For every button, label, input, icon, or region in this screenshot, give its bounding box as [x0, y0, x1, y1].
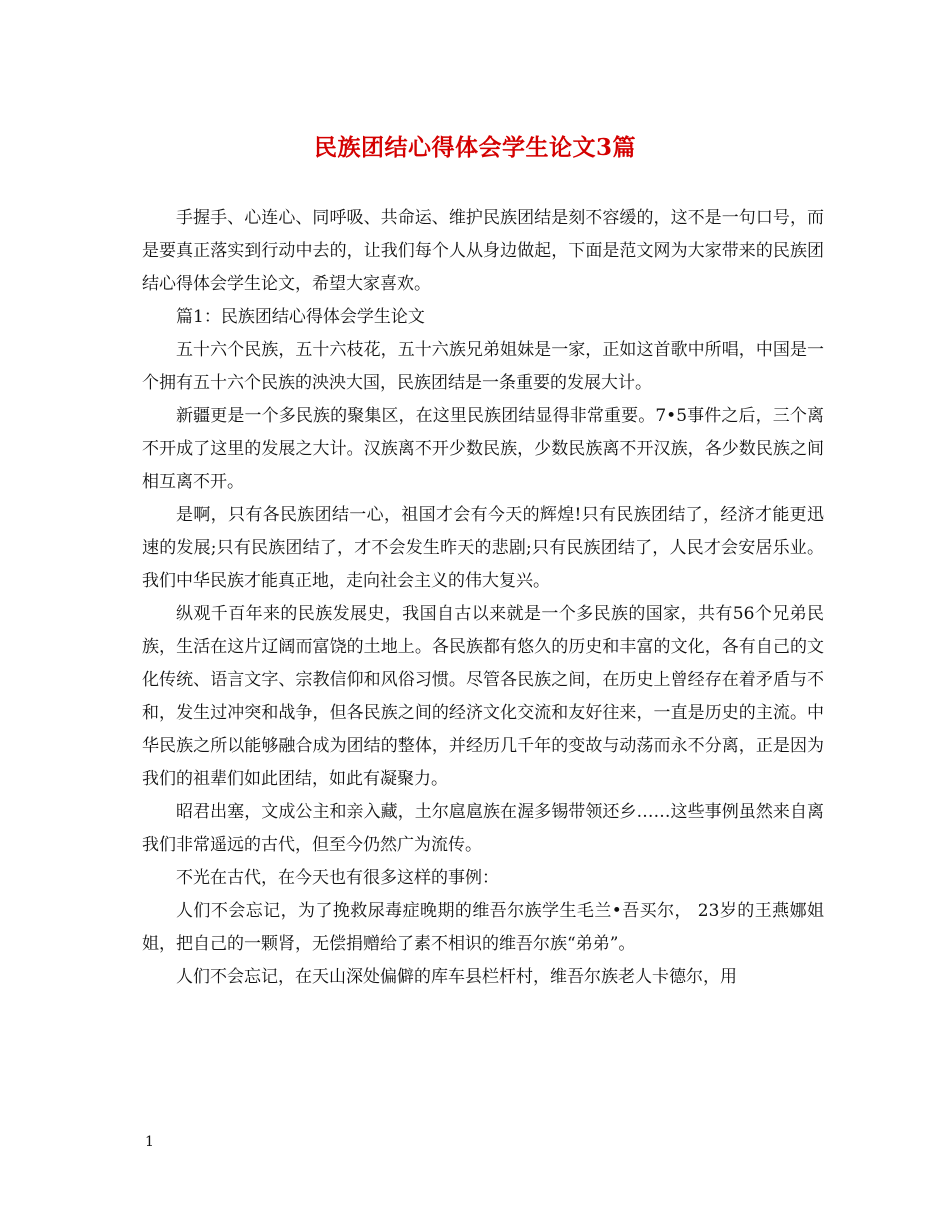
paragraph: 五十六个民族，五十六枝花，五十六族兄弟姐妹是一家，正如这首歌中所唱，中国是一个拥有五十六个民族的泱泱大国，民族团结是一条重要的发展大计。 [142, 340, 824, 393]
paragraph: 人们不会忘记，为了挽救尿毒症晚期的维吾尔族学生毛兰•吾买尔， 23岁的王燕娜姐姐，把自己的一颗肾，无偿捐赠给了素不相识的维吾尔族“弟弟”。 [142, 901, 824, 954]
document-title: 民族团结心得体会学生论文3篇 [313, 134, 636, 161]
document-body [142, 202, 824, 994]
paragraph: 昭君出塞，文成公主和亲入藏，土尔扈扈族在渥多锡带领还乡……这些事例虽然来自离我们非常遥远的古代，但至今仍然广为流传。 [142, 802, 824, 855]
paragraph: 不光在古代，在今天也有很多这样的事例： [176, 868, 499, 888]
page-number: 1 [145, 1134, 154, 1150]
paragraph-intro: 手握手、心连心、同呼吸、共命运、维护民族团结是刻不容缓的，这不是一句口号，而是要真正落实到行动中去的，让我们每个人从身边做起，下面是范文网为大家带来的民族团结心得体会学生论文，希望大家喜欢。 [142, 208, 824, 294]
paragraph: 新疆更是一个多民族的聚集区，在这里民族团结显得非常重要。7•5事件之后，三个离不开成了这里的发展之大计。汉族离不开少数民族，少数民族离不开汉族，各少数民族之间相互离不开。 [142, 406, 824, 492]
section-heading: 篇1：民族团结心得体会学生论文 [176, 307, 425, 327]
paragraph: 人们不会忘记，在天山深处偏僻的库车县栏杆村，维吾尔族老人卡德尔，用 [176, 967, 737, 987]
paragraph: 是啊，只有各民族团结一心，祖国才会有今天的辉煌!只有民族团结了，经济才能更迅速的发展;只有民族团结了，才不会发生昨天的悲剧;只有民族团结了，人民才会安居乐业。我们中华民族才能真正地，走向社会主义的伟大复兴。 [142, 505, 824, 591]
paragraph: 纵观千百年来的民族发展史，我国自古以来就是一个多民族的国家，共有56个兄弟民族，生活在这片辽阔而富饶的土地上。各民族都有悠久的历史和丰富的文化，各有自己的文化传统、语言文字、宗教信仰和风俗习惯。尽管各民族之间，在历史上曾经存在着矛盾与不和，发生过冲突和战争，但各民族之间的经济文化交流和友好往来，一直是历史的主流。中华民族之所以能够融合成为团结的整体，并经历几千年的变故与动荡而永不分离，正是因为我们的祖辈们如此团结，如此有凝聚力。 [142, 604, 824, 789]
